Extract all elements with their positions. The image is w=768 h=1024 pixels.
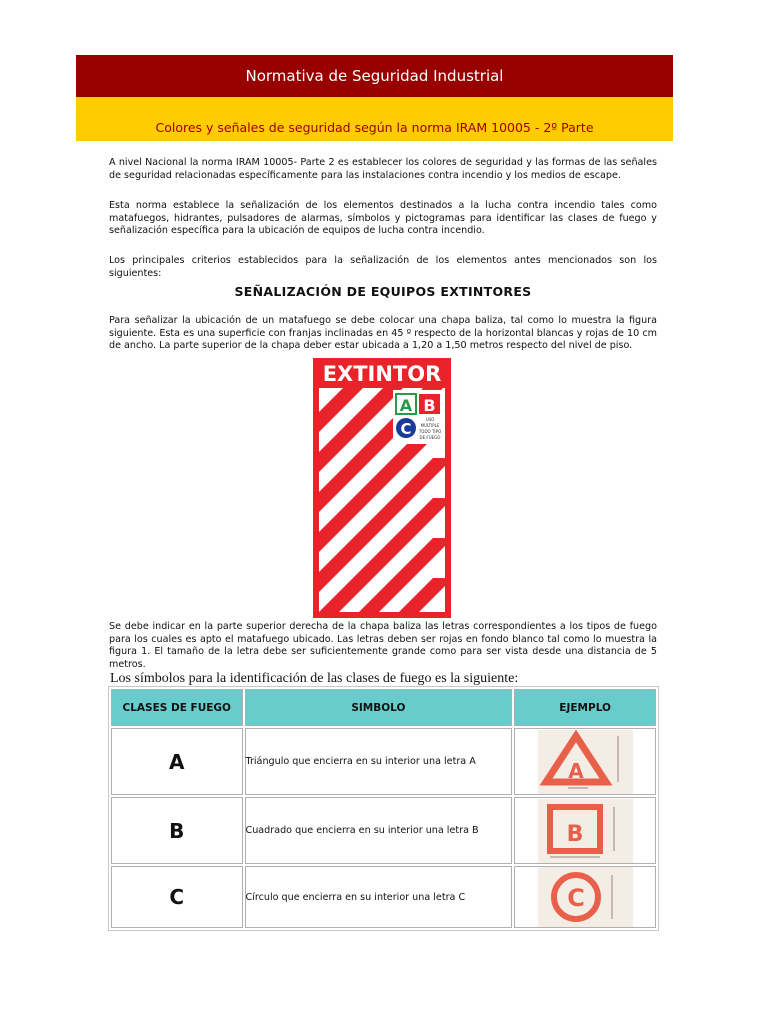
sign-small-4: DE FUEGO: [419, 435, 441, 440]
paragraph-scope: Esta norma establece la señalización de los elementos destinados a la lucha contra incendio tales como matafuegos, hidrantes, pulsadores de alarmas, símbolos y pictogramas para identificar las clases de fuego y señalización específica para la ubicación de equipos de lucha contra incendio.: [109, 200, 657, 237]
class-letter-b: B: [111, 797, 243, 864]
triangle-a-icon: [538, 730, 633, 794]
paragraph-intro: A nivel Nacional la norma IRAM 10005- Parte 2 es establecer los colores de seguridad y las formas de las señales de seguridad relacionadas específicamente para las instalaciones contra incendio y los medios de escape.: [109, 157, 657, 181]
header-clases: CLASES DE FUEGO: [111, 689, 243, 726]
paragraph-criteria: Los principales criterios establecidos para la señalización de los elementos antes mencionados son los siguientes:: [109, 255, 657, 279]
table-header-row: [111, 689, 656, 726]
example-cell-b: [514, 797, 656, 864]
example-cell-a: [514, 728, 656, 795]
sign-letter-a: A: [399, 396, 413, 415]
extintor-sign-image: [313, 358, 451, 618]
banner-subtitle: Colores y señales de seguridad según la norma IRAM 10005 - 2º Parte: [155, 120, 594, 135]
header-simbolo: SIMBOLO: [245, 689, 513, 726]
section-heading: SEÑALIZACIÓN DE EQUIPOS EXTINTORES: [234, 284, 532, 299]
sign-small-2: MULTIPLE: [420, 423, 440, 428]
header-ejemplo: EJEMPLO: [514, 689, 656, 726]
class-desc-b: Cuadrado que encierra en su interior una letra B: [245, 797, 513, 864]
class-letter-a: A: [111, 728, 243, 795]
class-letter-c: C: [111, 866, 243, 928]
svg-text:A: A: [567, 758, 584, 783]
svg-text:B: B: [566, 821, 584, 847]
sub-banner: [76, 97, 673, 141]
sign-small-1: USO: [425, 417, 435, 422]
banner-title: Normativa de Seguridad Industrial: [245, 67, 504, 85]
sign-label: EXTINTOR: [322, 362, 442, 386]
square-b-icon: [538, 799, 633, 863]
paragraph-baliza: Para señalizar la ubicación de un matafuego se debe colocar una chapa baliza, tal como lo muestra la figura siguiente. Esta es una superficie con franjas inclinadas en 45 º respecto de la horizontal blancas y rojas de 10 cm de ancho. La parte superior de la chapa deber estar ubicada a 1,20 a 1,50 metros respecto del nivel de piso.: [109, 315, 657, 352]
class-desc-c: Círculo que encierra en su interior una letra C: [245, 866, 513, 928]
fire-classes-table: [108, 686, 659, 931]
example-cell-c: [514, 866, 656, 928]
sign-small-3: TODO TIPO: [418, 429, 442, 434]
page-banner: [76, 55, 673, 97]
table-row: [111, 728, 656, 795]
sign-letter-b: B: [423, 396, 436, 415]
table-row: [111, 797, 656, 864]
svg-text:C: C: [566, 884, 585, 912]
sign-letter-c: C: [400, 420, 412, 438]
class-desc-a: Triángulo que encierra en su interior una letra A: [245, 728, 513, 795]
paragraph-letters: Se debe indicar en la parte superior derecha de la chapa baliza las letras correspondientes a los tipos de fuego para los cuales es apto el matafuego ubicado. Las letras deben ser rojas en fondo blanco tal como lo muestra la figura 1. El tamaño de la letra debe ser suficientemente grande como para ser vista desde una distancia de 5 metros.: [109, 621, 657, 670]
table-row: [111, 866, 656, 928]
circle-c-icon: [538, 867, 633, 927]
symbols-intro: Los símbolos para la identificación de las clases de fuego es la siguiente:: [110, 671, 519, 686]
